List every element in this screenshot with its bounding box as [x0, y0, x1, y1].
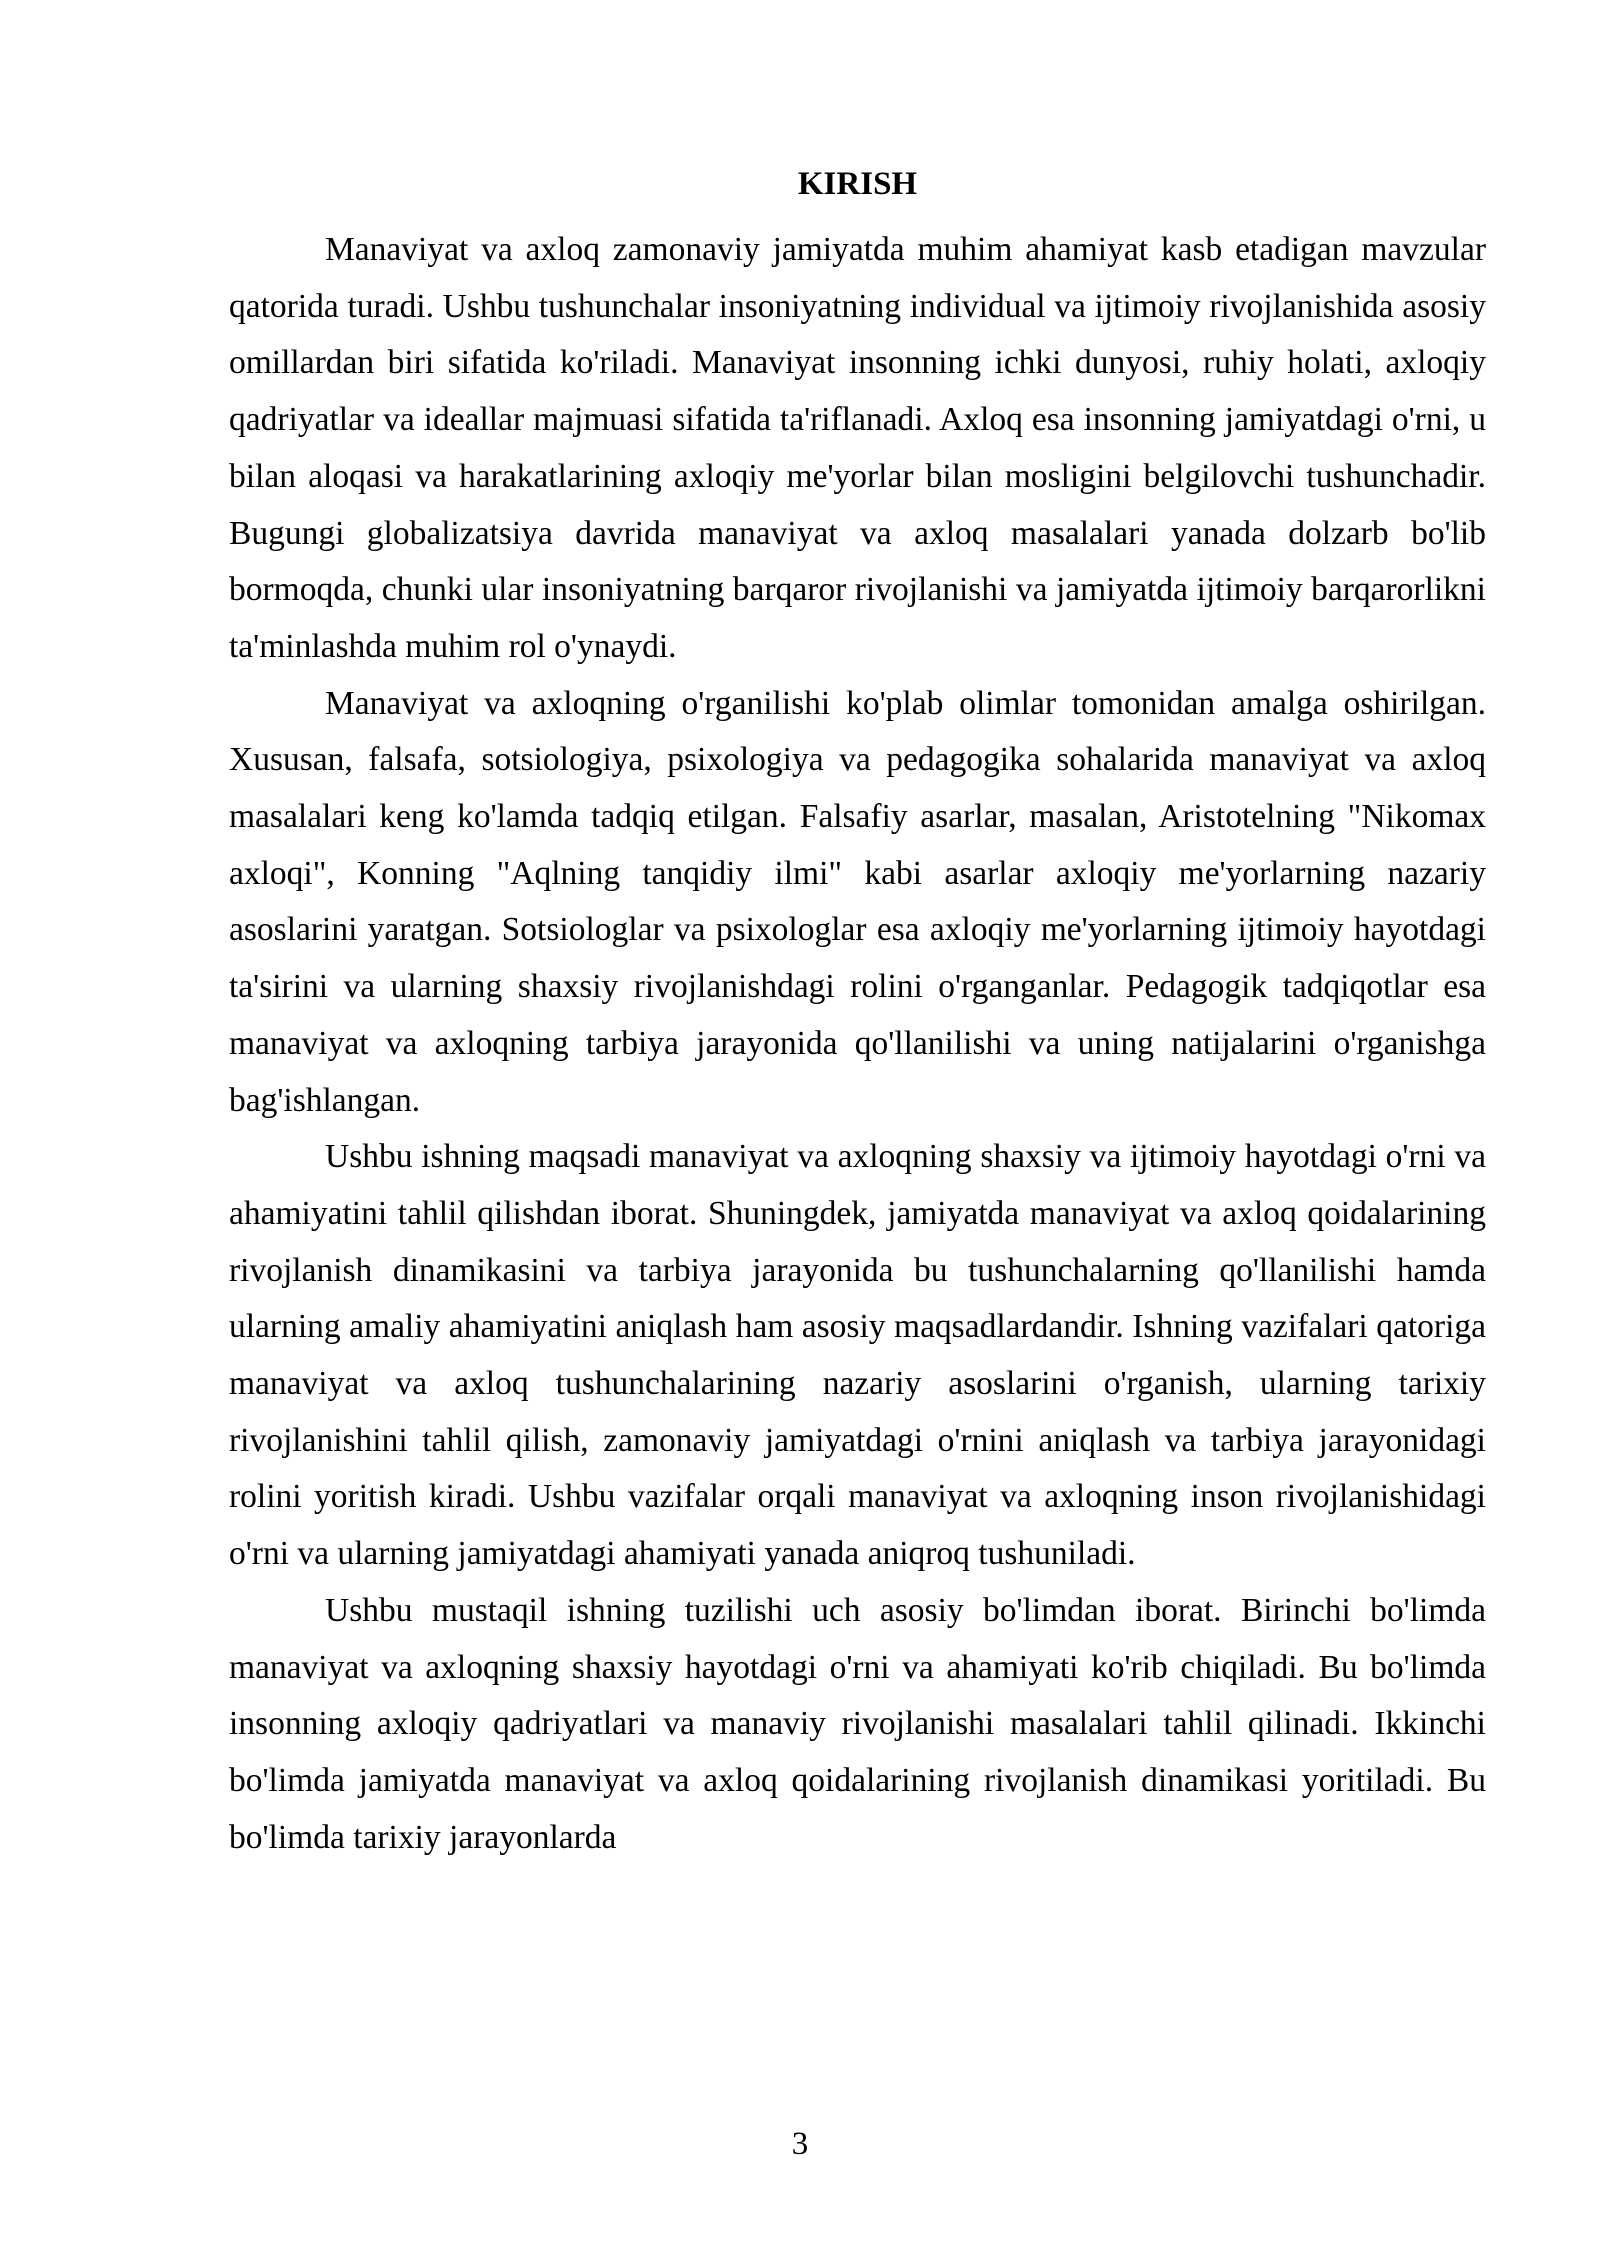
page-content	[229, 164, 1486, 1866]
paragraph-4: Ushbu mustaqil ishning tuzilishi uch asosiy bo'limdan iborat. Birinchi bo'limda manaviyat va axloqning shaxsiy hayotdagi o'rni va ahamiyati ko'rib chiqiladi. Bu bo'limda insonning axloqiy qadriyatlari va manaviy rivojlanishi masalalari tahlil qilinadi. Ikkinchi bo'limda jamiyatda manaviyat va axloq qoidalarining rivojlanish dinamikasi yoritiladi. Bu bo'limda tarixiy jarayonlarda	[229, 1591, 1486, 1856]
paragraph-1: Manaviyat va axloq zamonaviy jamiyatda muhim ahamiyat kasb etadigan mavzular qatorida turadi. Ushbu tushunchalar insoniyatning individual va ijtimoiy rivojlanishida asosiy omillardan biri sifatida ko'riladi. Manaviyat insonning ichki dunyosi, ruhiy holati, axloqiy qadriyatlar va ideallar majmuasi sifatida ta'riflanadi. Axloq esa insonning jamiyatdagi o'rni, u bilan aloqasi va harakatlarining axloqiy me'yorlar bilan mosligini belgilovchi tushunchadir. Bugungi globalizatsiya davrida manaviyat va axloq masalalari yanada dolzarb bo'lib bormoqda, chunki ular insoniyatning barqaror rivojlanishi va jamiyatda ijtimoiy barqarorlikni ta'minlashda muhim rol o'ynaydi.	[229, 231, 1486, 665]
page-number: 3	[791, 2126, 809, 2162]
section-heading: KIRISH	[797, 166, 918, 202]
paragraph-2: Manaviyat va axloqning o'rganilishi ko'plab olimlar tomonidan amalga oshirilgan. Xususan, falsafa, sotsiologiya, psixologiya va pedagogika sohalarida manaviyat va axloq masalalari keng ko'lamda tadqiq etilgan. Falsafiy asarlar, masalan, Aristotelning "Nikomax axloqi", Konning "Aqlning tanqidiy ilmi" kabi asarlar axloqiy me'yorlarning nazariy asoslarini yaratgan. Sotsiologlar va psixologlar esa axloqiy me'yorlarning ijtimoiy hayotdagi ta'sirini va ularning shaxsiy rivojlanishdagi rolini o'rganganlar. Pedagogik tadqiqotlar esa manaviyat va axloqning tarbiya jarayonida qo'llanilishi va uning natijalarini o'rganishga bag'ishlangan.	[229, 684, 1486, 1119]
paragraph-3: Ushbu ishning maqsadi manaviyat va axloqning shaxsiy va ijtimoiy hayotdagi o'rni va ahamiyatini tahlil qilishdan iborat. Shuningdek, jamiyatda manaviyat va axloq qoidalarining rivojlanish dinamikasini va tarbiya jarayonida bu tushunchalarning qo'llanilishi hamda ularning amaliy ahamiyatini aniqlash ham asosiy maqsadlardandir. Ishning vazifalari qatoriga manaviyat va axloq tushunchalarining nazariy asoslarini o'rganish, ularning tarixiy rivojlanishini tahlil qilish, zamonaviy jamiyatdagi o'rnini aniqlash va tarbiya jarayonidagi rolini yoritish kiradi. Ushbu vazifalar orqali manaviyat va axloqning inson rivojlanishidagi o'rni va ularning jamiyatdagi ahamiyati yanada aniqroq tushuniladi.	[229, 1138, 1486, 1573]
